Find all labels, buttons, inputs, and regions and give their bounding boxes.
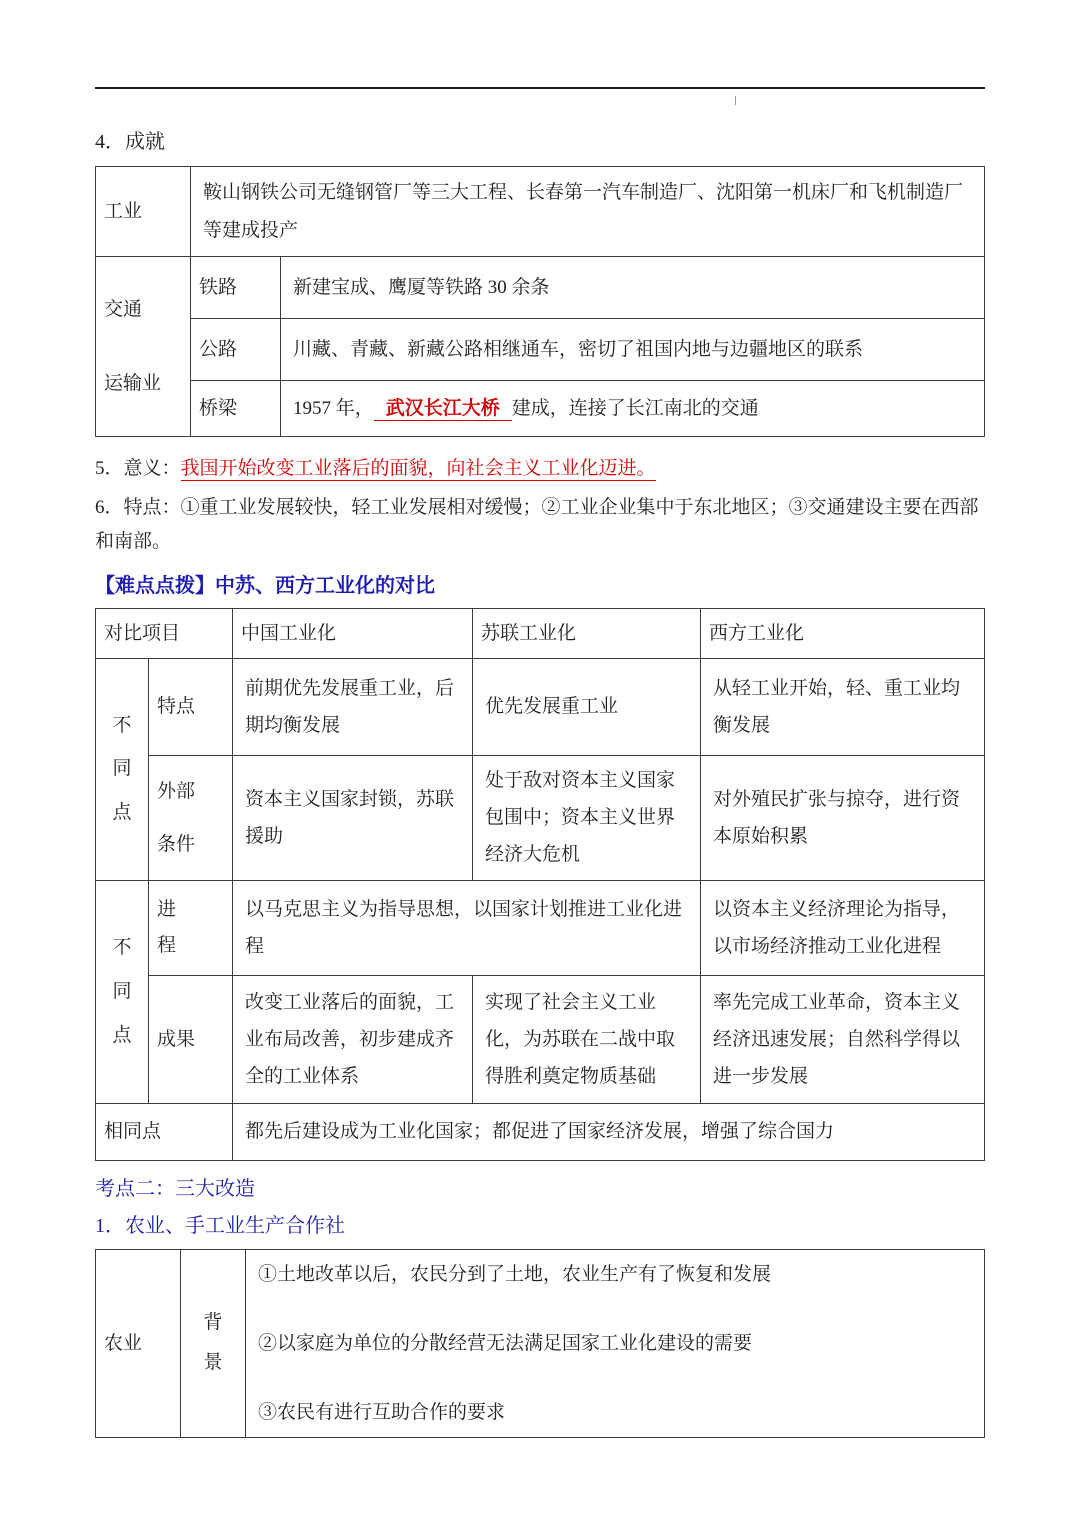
tedian-china-cell: 前期优先发展重工业，后期均衡发展 [233, 658, 473, 755]
table-row [96, 975, 985, 1103]
agriculture-coop-table [95, 1249, 985, 1438]
background-label-cell [181, 1249, 246, 1437]
industrialization-comparison-table [95, 608, 985, 1161]
document-page [95, 0, 985, 1438]
table-row [96, 167, 985, 257]
table-row [96, 755, 985, 880]
section-5-meaning [95, 453, 985, 485]
kaodian2-heading: 考点二：三大改造 [95, 1177, 255, 1200]
section-4-heading: 4．成就 [95, 131, 165, 153]
tedian-label-cell: 特点 [149, 658, 233, 755]
bridge-highlight-text: 武汉长江大桥 [374, 398, 512, 421]
jincheng-label: 进程 [157, 898, 177, 956]
section-5-highlight-text: 我国开始改变工业落后的面貌，向社会主义工业化迈进。 [180, 458, 656, 479]
waibu-label-line2: 条件 [157, 833, 196, 855]
same-label-cell: 相同点 [96, 1103, 233, 1160]
chengguo-ussr-cell: 实现了社会主义工业化，为苏联在二战中取得胜利奠定物质基础 [473, 975, 701, 1103]
highway-content-cell: 川藏、青藏、新藏公路相继通车，密切了祖国内地与边疆地区的联系 [281, 319, 985, 381]
bridge-text-suffix: 建成，连接了长江南北的交通 [511, 397, 759, 419]
table-header-row [96, 608, 985, 658]
transport-label-cell [96, 257, 191, 437]
bridge-text-prefix: 1957 年， [293, 397, 374, 419]
table-row [96, 658, 985, 755]
industry-label-cell: 工业 [96, 167, 191, 257]
transport-label-line2: 运输业 [104, 372, 162, 394]
waibu-china-cell: 资本主义国家封锁，苏联援助 [233, 755, 473, 880]
chengguo-china-cell: 改变工业落后的面貌，工业布局改善，初步建成齐全的工业体系 [233, 975, 473, 1103]
waibu-ussr-cell: 处于敌对资本主义国家包围中；资本主义世界经济大危机 [473, 755, 701, 880]
waibu-label-cell [149, 755, 233, 880]
group2-label-cell [96, 880, 149, 1103]
subsection-1-heading: 1．农业、手工业生产合作社 [95, 1214, 345, 1237]
table-row [96, 319, 985, 381]
header-ussr-cell: 苏联工业化 [473, 608, 701, 658]
jincheng-west-cell: 以资本主义经济理论为指导，以市场经济推动工业化进程 [701, 880, 985, 975]
transport-label-line1: 交通 [104, 299, 143, 321]
header-west-cell: 西方工业化 [701, 608, 985, 658]
railway-label-cell: 铁路 [191, 257, 281, 319]
table-row [96, 381, 985, 437]
group1-label: 不同点 [112, 714, 132, 824]
table-row [96, 880, 985, 975]
section-5-prefix: 5．意义： [95, 458, 181, 479]
group2-label: 不同点 [112, 937, 132, 1046]
group1-label-cell [96, 658, 149, 880]
industry-content-cell: 鞍山钢铁公司无缝钢管厂等三大工程、长春第一汽车制造厂、沈阳第一机床厂和飞机制造厂等建成投产 [191, 167, 985, 257]
same-content-cell: 都先后建设成为工业化国家；都促进了国家经济发展，增强了综合国力 [233, 1103, 985, 1160]
tedian-west-cell: 从轻工业开始，轻、重工业均衡发展 [701, 658, 985, 755]
waibu-label-line1: 外部 [157, 780, 196, 802]
section-6-features: 6．特点：①重工业发展较快，轻工业发展相对缓慢；②工业企业集中于东北地区；③交通建设主要在西部和南部。 [95, 497, 979, 553]
waibu-west-cell: 对外殖民扩张与掠夺，进行资本原始积累 [701, 755, 985, 880]
jincheng-label-cell [149, 880, 233, 975]
table-row [96, 257, 985, 319]
highway-label-cell: 公路 [191, 319, 281, 381]
jincheng-china-ussr-cell: 以马克思主义为指导思想，以国家计划推进工业化进程 [233, 880, 701, 975]
difficulty-heading: 【难点点拨】中苏、西方工业化的对比 [95, 574, 435, 597]
background-label: 背景 [203, 1312, 223, 1374]
tedian-ussr-cell: 优先发展重工业 [473, 658, 701, 755]
background-item-2: ②以家庭为单位的分散经营无法满足国家工业化建设的需要 [258, 1332, 753, 1354]
agriculture-label-cell: 农业 [96, 1249, 181, 1437]
chengguo-west-cell: 率先完成工业革命，资本主义经济迅速发展；自然科学得以进一步发展 [701, 975, 985, 1103]
background-item-1: ①土地改革以后，农民分到了土地，农业生产有了恢复和发展 [258, 1263, 772, 1285]
header-china-cell: 中国工业化 [233, 608, 473, 658]
bridge-content-cell [281, 381, 985, 437]
bridge-label-cell: 桥梁 [191, 381, 281, 437]
background-items-cell [246, 1249, 985, 1437]
table-row [96, 1249, 985, 1437]
chengguo-label-cell: 成果 [149, 975, 233, 1103]
achievements-table [95, 166, 985, 437]
table-row [96, 1103, 985, 1160]
background-item-3: ③农民有进行互助合作的要求 [258, 1401, 506, 1423]
railway-content-cell: 新建宝成、鹰厦等铁路 30 余条 [281, 257, 985, 319]
header-item-cell: 对比项目 [96, 608, 233, 658]
